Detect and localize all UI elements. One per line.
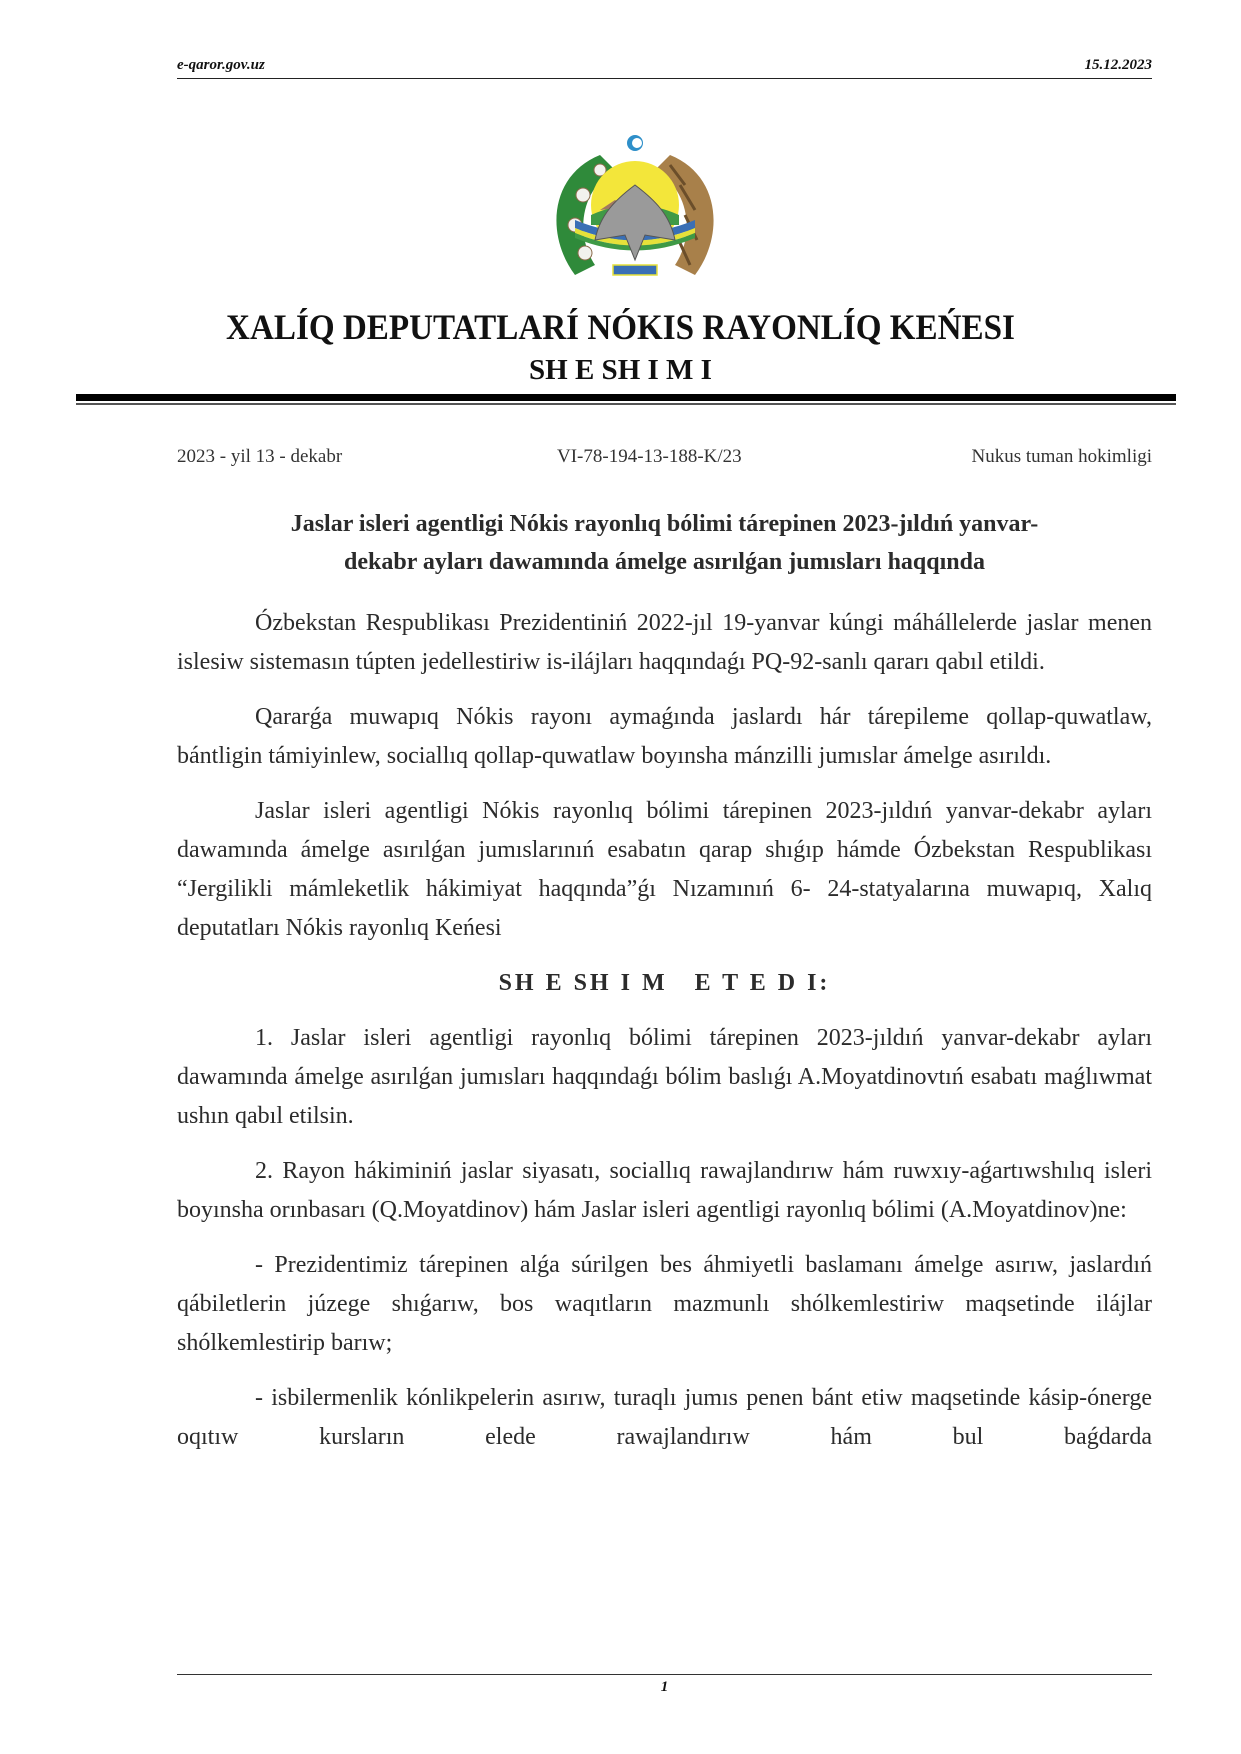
header-rule-thin bbox=[76, 403, 1176, 405]
coat-of-arms-icon bbox=[545, 125, 725, 295]
paragraph: Ózbekstan Respublikası Prezidentiniń 2022-jıl 19-yanvar kúngi máhállelerde jaslar menen islesiw sistemasın túpten jedellestiriw is-ilájları haqqındaǵı PQ-92-sanlı qararı qabıl etildi. bbox=[177, 610, 1152, 675]
page-footer bbox=[177, 1674, 1152, 1695]
resolution-word: SH E SH I M bbox=[498, 970, 668, 996]
document-date: 2023 - yil 13 - dekabr bbox=[177, 446, 343, 467]
emblem-graphic bbox=[545, 125, 725, 295]
page-header bbox=[177, 54, 1152, 79]
resolution-word: E T E D I bbox=[694, 970, 820, 996]
resolution-item: 1. Jaslar isleri agentligi rayonlıq bólimi tárepinen 2023-jıldıń yanvar-dekabr ayları dawamında ámelge asırılǵan jumısları haqqındaǵı bólim baslıǵı A.Moyatdinovtıń esabatı maǵlıwmat ushın qabıl etilsin. bbox=[177, 1025, 1152, 1129]
header-rule-thick bbox=[76, 394, 1176, 401]
heading-line: dekabr ayları dawamında ámelge asırılǵan jumısları haqqında bbox=[344, 549, 985, 575]
resolution-item: 2. Rayon hákiminiń jaslar siyasatı, sociallıq rawajlandırıw hám ruwxıy-aǵartıwshılıq isleri boyınsha orınbasarı (Q.Moyatdinov) hám Jaslar isleri agentligi rayonlıq bólimi (A.Moyatdinov)ne: bbox=[177, 1158, 1152, 1223]
resolution-heading bbox=[177, 964, 1152, 1003]
resolution-subitem: - isbilermenlik kónlikpelerin asırıw, turaqlı jumıs penen bánt etiw maqsetinde kásip-ónerge oqıtıw kursların elede rawajlandırıw hám bul baǵdarda bbox=[177, 1385, 1152, 1450]
document-body bbox=[177, 604, 1152, 1473]
document-place: Nukus tuman hokimligi bbox=[971, 446, 1152, 467]
paragraph: Qararǵa muwapıq Nókis rayonı aymaǵında jaslardı hár tárepileme qollap-quwatlaw, bántligin támiyinlew, sociallıq qollap-quwatlaw boyınsha mánzilli jumıslar ámelge asırıldı. bbox=[177, 704, 1152, 769]
page-number: 1 bbox=[660, 1679, 669, 1695]
heading-line: Jaslar isleri agentligi Nókis rayonlıq bólimi tárepinen 2023-jıldıń yanvar- bbox=[290, 511, 1039, 537]
resolution-subitem: - Prezidentimiz tárepinen alǵa súrilgen bes áhmiyetli baslamanı ámelge asırıw, jaslardıń qábiletlerin júzege shıǵarıw, bos waqıtların mazmunlı shólkemlestiriw maqsetinde ilájlar shólkemlestirip barıw; bbox=[177, 1252, 1152, 1356]
document-number: VI-78-194-13-188-K/23 bbox=[557, 446, 742, 467]
document-heading bbox=[177, 505, 1152, 581]
document-type: SH E SH I M I bbox=[529, 354, 712, 386]
publication-date: 15.12.2023 bbox=[1084, 57, 1152, 73]
document-meta bbox=[177, 446, 1152, 470]
organization-title: XALÍQ DEPUTATLARÍ NÓKIS RAYONLÍQ KEŃESI bbox=[226, 307, 1015, 347]
paragraph: Jaslar isleri agentligi Nókis rayonlıq bólimi tárepinen 2023-jıldıń yanvar-dekabr ayları dawamında ámelge asırılǵan jumıslarınıń esabatın qarap shıǵıp hámde Ózbekstan Respublikası “Jergilikli mámleketlik hákimiyat haqqında”ǵı Nızamınıń 6- 24-statyalarına muwapıq, Xalıq deputatları Nókis rayonlıq Keńesi bbox=[177, 798, 1152, 941]
source-site: e-qaror.gov.uz bbox=[177, 57, 265, 73]
resolution-colon: : bbox=[819, 970, 831, 996]
